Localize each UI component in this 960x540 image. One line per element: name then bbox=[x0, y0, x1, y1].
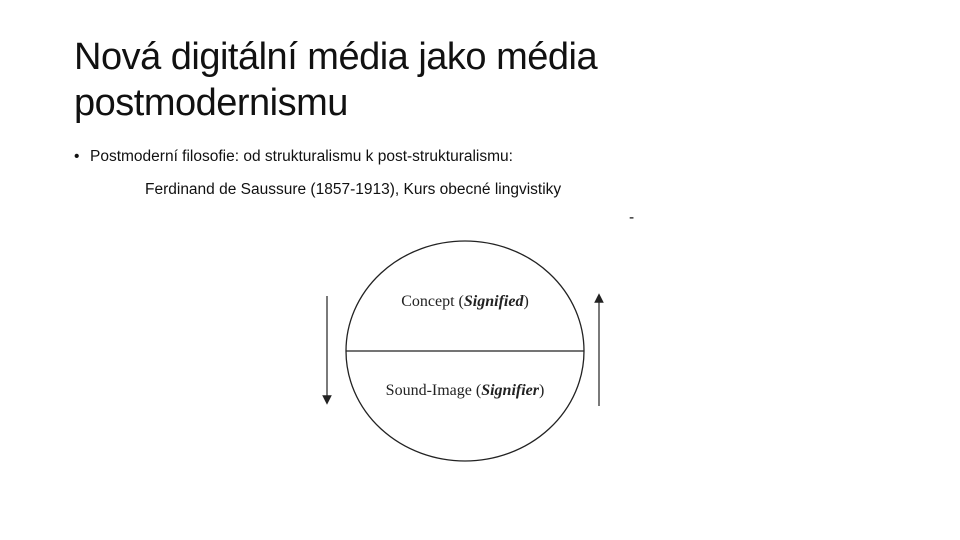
slide-title bbox=[74, 34, 774, 126]
bullet-item bbox=[74, 148, 513, 166]
title-line-1: Nová digitální média jako média bbox=[74, 36, 598, 78]
saussure-sign-diagram bbox=[315, 238, 615, 468]
bullet-text: Postmoderní filosofie: od strukturalismu k post-strukturalismu: bbox=[90, 148, 513, 165]
title-line-2: postmodernismu bbox=[74, 82, 348, 124]
bullet-icon: • bbox=[74, 148, 80, 165]
concept-label: Concept (Signified) bbox=[401, 293, 529, 310]
dash-mark: - bbox=[629, 209, 635, 226]
saussure-reference: Ferdinand de Saussure (1857-1913), Kurs obecné lingvistiky bbox=[145, 181, 562, 198]
sound-image-label: Sound-Image (Signifier) bbox=[385, 382, 545, 399]
